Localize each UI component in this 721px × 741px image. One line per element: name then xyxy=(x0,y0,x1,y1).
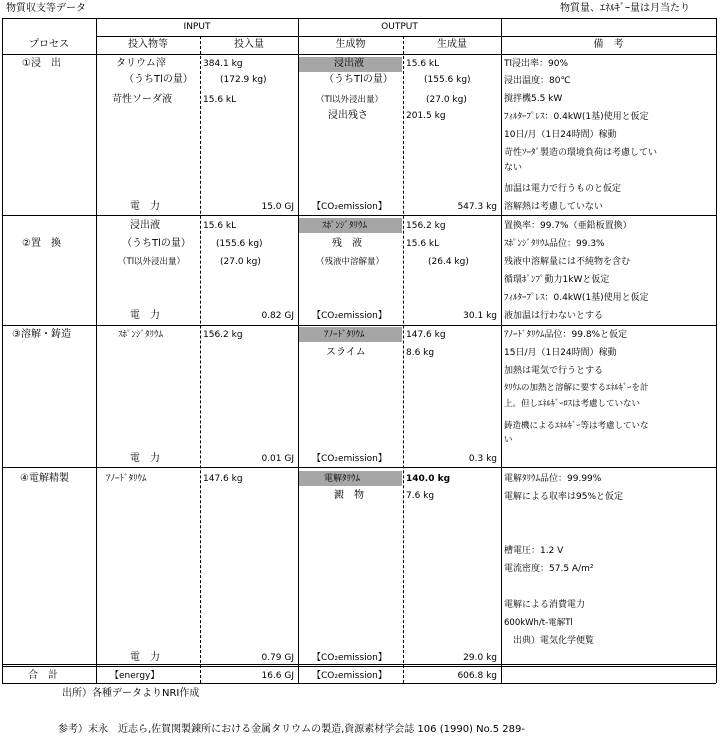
remark: 電流密度：57.5 A/m² xyxy=(504,564,594,574)
co2-amount: 30.1 kg xyxy=(463,311,497,321)
remark: 鋳造機によるｴﾈﾙｷﾞｰ等は考慮していな xyxy=(504,421,649,431)
input-amount: (172.9 kg) xyxy=(220,75,267,85)
remark: 15日/月（1日24時間）稼動 xyxy=(504,348,617,358)
remark: ない xyxy=(504,163,523,173)
output-amount: 7.6 kg xyxy=(406,491,435,501)
output-item: 浸出液 xyxy=(334,58,364,69)
product-header: 生成物 xyxy=(335,39,366,50)
co2-label: 【CO₂emission】 xyxy=(312,311,387,321)
power-amount: 0.79 GJ xyxy=(261,653,294,663)
total-co2-label: 【CO₂emission】 xyxy=(312,671,387,681)
remark: ﾀﾘｳﾑの加熱と溶解に要するｴﾈﾙｷﾞｰを計 xyxy=(504,383,649,393)
remark: 槽電圧：1.2 V xyxy=(504,546,564,556)
page-title: 物質収支等データ xyxy=(6,3,86,14)
input-item: （うちTlの量） xyxy=(122,238,191,249)
remark: ｽﾎﾟﾝｼﾞﾀﾘｳﾑ品位：99.3% xyxy=(504,239,605,249)
input-amount-header: 投入量 xyxy=(234,39,264,50)
co2-amount: 0.3 kg xyxy=(468,454,497,464)
input-amount: 156.2 kg xyxy=(203,330,243,340)
process-header: プロセス xyxy=(29,39,69,50)
output-item: 電解ﾀﾘｳﾑ xyxy=(324,474,361,484)
remark: 残液中溶解量には不純物を含む xyxy=(504,257,631,267)
remark: ﾌｨﾙﾀｰﾌﾟﾚｽ：0.4kW(1基)使用と仮定 xyxy=(504,112,649,122)
remark: 液加温は行わないとする xyxy=(504,311,604,321)
remark: い xyxy=(504,435,513,445)
output-amount: (155.6 kg) xyxy=(424,75,471,85)
reference-note: 参考）末永 近志ら,佐賀関製錬所における金属タリウムの製造,資源素材学会誌 106 (1990) No.5 289- xyxy=(58,724,525,735)
remark: 加温は電力で行うものと仮定 xyxy=(504,184,622,194)
output-item: ｱﾉｰﾄﾞﾀﾘｳﾑ xyxy=(324,330,365,340)
total-co2: 606.8 kg xyxy=(457,671,497,681)
remark: 電解による消費電力 xyxy=(504,600,586,610)
output-amount: 147.6 kg xyxy=(406,330,446,340)
input-item: 浸出液 xyxy=(130,220,160,231)
remark: 循環ﾎﾟﾝﾌﾟ動力1kWと仮定 xyxy=(504,275,610,285)
output-item: ｽﾎﾟﾝｼﾞﾀﾘｳﾑ xyxy=(322,221,368,231)
power-amount: 15.0 GJ xyxy=(261,202,294,212)
power-amount: 0.82 GJ xyxy=(261,311,294,321)
process-label: ①浸 出 xyxy=(22,58,61,69)
input-amount: 15.6 kL xyxy=(203,221,237,231)
input-item-header: 投入物等 xyxy=(128,39,168,50)
process-label: ④電解精製 xyxy=(20,473,69,484)
output-item: （Tl以外浸出量） xyxy=(316,95,384,105)
output-header: OUTPUT xyxy=(381,22,418,32)
power-label: 電 力 xyxy=(130,652,160,663)
power-amount: 0.01 GJ xyxy=(261,454,294,464)
input-header: INPUT xyxy=(183,22,211,32)
remark: 600kWh/t-電解Tl xyxy=(504,618,573,628)
output-amount: (27.0 kg) xyxy=(426,95,467,105)
remark: 浸出温度：80℃ xyxy=(504,76,571,86)
input-item: （うちTlの量） xyxy=(124,74,193,85)
co2-label: 【CO₂emission】 xyxy=(312,454,387,464)
source-note: 出所）各種データよりNRI作成 xyxy=(62,688,200,699)
output-amount: 15.6 kL xyxy=(406,239,440,249)
remark: 撹拌機5.5 kW xyxy=(504,94,563,104)
remark: Tl浸出率：90% xyxy=(504,59,569,69)
output-item: （残液中溶解量） xyxy=(316,257,385,267)
remark: 10日/月（1日24時間）稼動 xyxy=(504,130,617,140)
input-item: ｱﾉｰﾄﾞﾀﾘｳﾑ xyxy=(106,474,147,484)
output-item: 残 液 xyxy=(332,238,362,249)
input-item: ｽﾎﾟﾝｼﾞﾀﾘｳﾑ xyxy=(118,330,164,340)
total-label: 合 計 xyxy=(28,670,58,681)
input-item: 苛性ソーダ液 xyxy=(112,94,172,105)
power-label: 電 力 xyxy=(130,310,160,321)
co2-amount: 547.3 kg xyxy=(457,202,497,212)
input-amount: 15.6 kL xyxy=(203,95,237,105)
remark: 加熱は電気で行うとする xyxy=(504,366,604,376)
remark: 電解ﾀﾘｳﾑ品位：99.99% xyxy=(504,474,602,484)
output-item: 浸出残さ xyxy=(328,110,368,121)
input-item: （Tl以外浸出量） xyxy=(118,257,186,267)
input-amount: (155.6 kg) xyxy=(216,239,263,249)
unit-note: 物質量、ｴﾈﾙｷﾞｰ量は月当たり xyxy=(560,3,690,14)
remark: ﾌｨﾙﾀｰﾌﾟﾚｽ：0.4kW(1基)使用と仮定 xyxy=(504,293,649,303)
total-energy-label: 【energy】 xyxy=(110,671,160,681)
output-item: スライム xyxy=(326,347,366,358)
output-amount: 140.0 kg xyxy=(406,474,451,484)
input-item: タリウム滓 xyxy=(116,58,166,69)
input-amount: 384.1 kg xyxy=(203,59,243,69)
remark: 上。但しｴﾈﾙｷﾞｰﾛｽは考慮していない xyxy=(504,399,641,409)
remark: 溶解熱は考慮していない xyxy=(504,202,604,212)
co2-amount: 29.0 kg xyxy=(463,653,497,663)
remark: 電解による収率は95%と仮定 xyxy=(504,492,624,502)
power-label: 電 力 xyxy=(130,201,160,212)
remark: 出典）電気化学便覧 xyxy=(504,636,595,646)
product-amount-header: 生成量 xyxy=(437,39,467,50)
power-label: 電 力 xyxy=(130,453,160,464)
remarks-header: 備 考 xyxy=(593,39,624,50)
process-label: ③溶解・鋳造 xyxy=(12,329,71,340)
remark: 苛性ｿｰﾀﾞ製造の環境負荷は考慮してい xyxy=(504,148,658,158)
output-amount: (26.4 kg) xyxy=(428,257,469,267)
process-label: ②置 換 xyxy=(22,238,61,249)
co2-label: 【CO₂emission】 xyxy=(312,653,387,663)
input-amount: 147.6 kg xyxy=(203,474,243,484)
input-amount: (27.0 kg) xyxy=(220,257,261,267)
output-amount: 15.6 kL xyxy=(406,59,440,69)
output-amount: 156.2 kg xyxy=(406,221,446,231)
total-energy: 16.6 GJ xyxy=(261,671,294,681)
output-amount: 8.6 kg xyxy=(406,348,435,358)
co2-label: 【CO₂emission】 xyxy=(312,202,387,212)
output-item: 澱 物 xyxy=(334,490,364,501)
remark: 置換率：99.7%（亜鉛板置換） xyxy=(504,221,632,231)
output-item: （うちTlの量） xyxy=(324,74,393,85)
remark: ｱﾉｰﾄﾞﾀﾘｳﾑ品位：99.8%と仮定 xyxy=(504,330,628,340)
output-amount: 201.5 kg xyxy=(406,111,446,121)
